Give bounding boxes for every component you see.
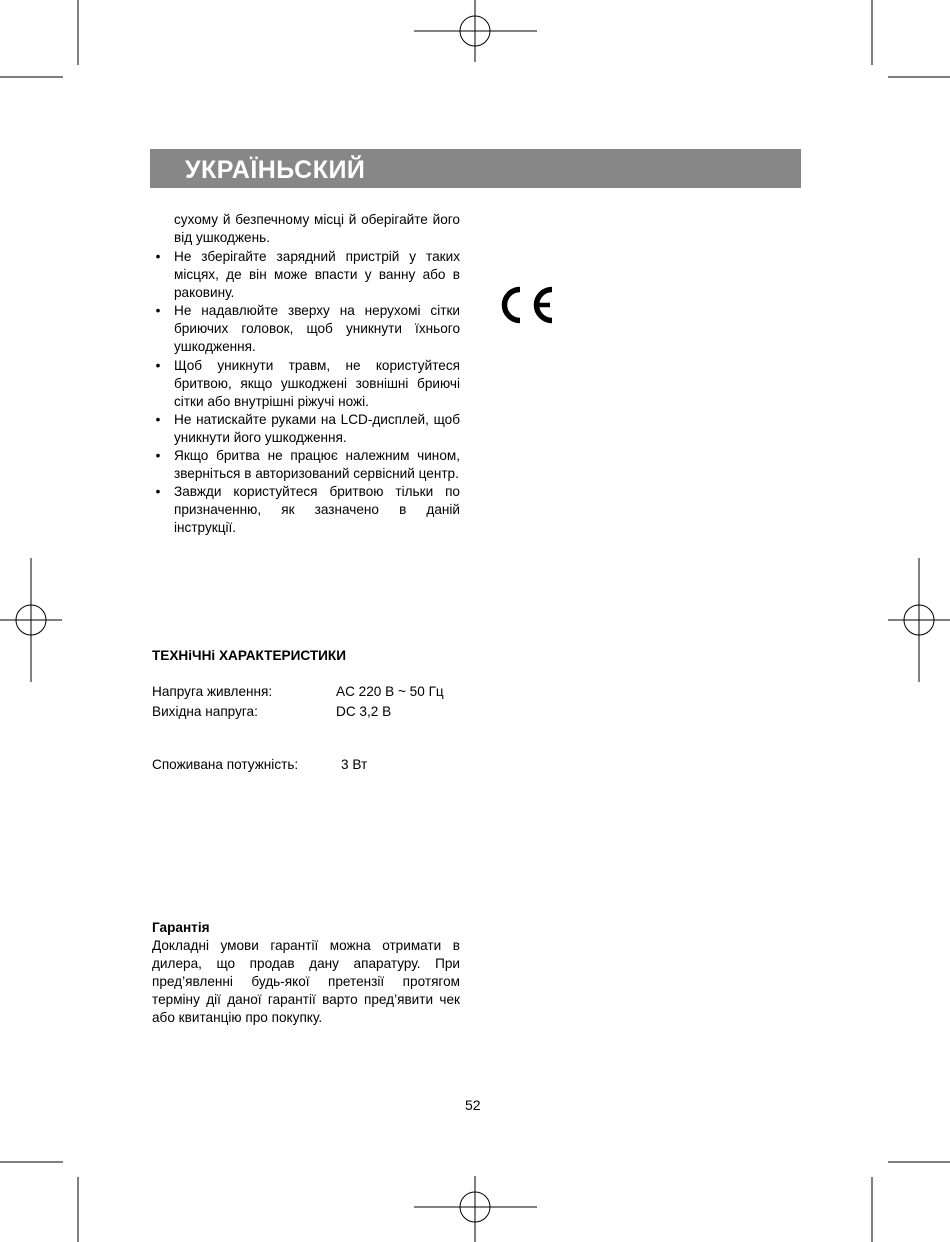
spec-value: AC 220 В ~ 50 Гц [336, 684, 444, 699]
list-item [152, 357, 460, 411]
list-item [152, 411, 460, 447]
bullet-icon: • [155, 249, 161, 264]
list-item [152, 302, 460, 356]
registration-mark-bottom [414, 1176, 537, 1242]
specs-heading: ТЕХНіЧНі ХАРАКТЕРИСТИКИ [152, 648, 346, 663]
spec-value: DC 3,2 В [336, 704, 392, 719]
language-title: УКРАЇНЬСКИЙ [185, 156, 366, 184]
spec-label: Вихідна напруга: [152, 704, 258, 719]
bullet-text: Завжди користуйтеся бритвою тільки по призначенню, як зазначено в даній інструкції. [174, 484, 460, 536]
language-header-bar [150, 149, 801, 188]
bullet-text: Не зберігайте зарядний пристрій у таких місцях, де він може впасти у ванну або в раковину. [174, 249, 460, 301]
spec-label: Споживана потужність: [152, 757, 299, 772]
spec-label: Напруга живлення: [152, 684, 273, 699]
warranty-text: Докладні умови гарантії можна отримати в дилера, що продав дану апаратуру. При пред’явленні будь-якої претензії протягом терміну дії даної гарантії варто пред’явити чек або квитанцію про покупку. [152, 938, 460, 1026]
bullet-text: Не натискайте руками на LCD-дисплей, щоб уникнути його ушкодження. [174, 411, 460, 445]
bullet-icon: • [155, 303, 161, 319]
crop-mark-bottom-right [872, 1162, 950, 1242]
list-item [152, 447, 460, 483]
registration-mark-right [888, 558, 950, 682]
registration-mark-left [0, 558, 62, 682]
bullet-text: Не надавлюйте зверху на нерухомі сітки бриючих головок, щоб уникнути їхнього ушкодження. [174, 303, 460, 355]
ce-mark-icon [499, 285, 557, 325]
registration-mark-top [414, 0, 537, 62]
page-number: 52 [465, 1097, 481, 1113]
bullet-icon: • [155, 448, 161, 464]
bullet-icon: • [155, 357, 161, 373]
bullet-text: Щоб уникнути травм, не користуйтеся бритвою, якщо ушкоджені зовнішні бриючі сітки або внутрішні ріжучі ножі. [174, 357, 460, 409]
crop-mark-top-right [872, 0, 950, 77]
safety-bullet-list [152, 248, 460, 538]
spec-value: 3 Вт [341, 757, 368, 772]
list-item [152, 483, 460, 537]
bullet-icon: • [155, 411, 161, 427]
warranty-heading: Гарантія [152, 920, 210, 935]
bullet-text: Якщо бритва не працює належним чином, зверніться в авторизований сервісний центр. [174, 448, 460, 482]
crop-mark-top-left [0, 0, 78, 77]
ce-c-letter [505, 290, 521, 321]
list-item [152, 248, 460, 302]
crop-mark-bottom-left [0, 1162, 78, 1242]
bullet-icon: • [155, 484, 161, 500]
intro-continuation: сухому й безпечному місці й оберігайте його від ушкоджень. [174, 212, 460, 246]
